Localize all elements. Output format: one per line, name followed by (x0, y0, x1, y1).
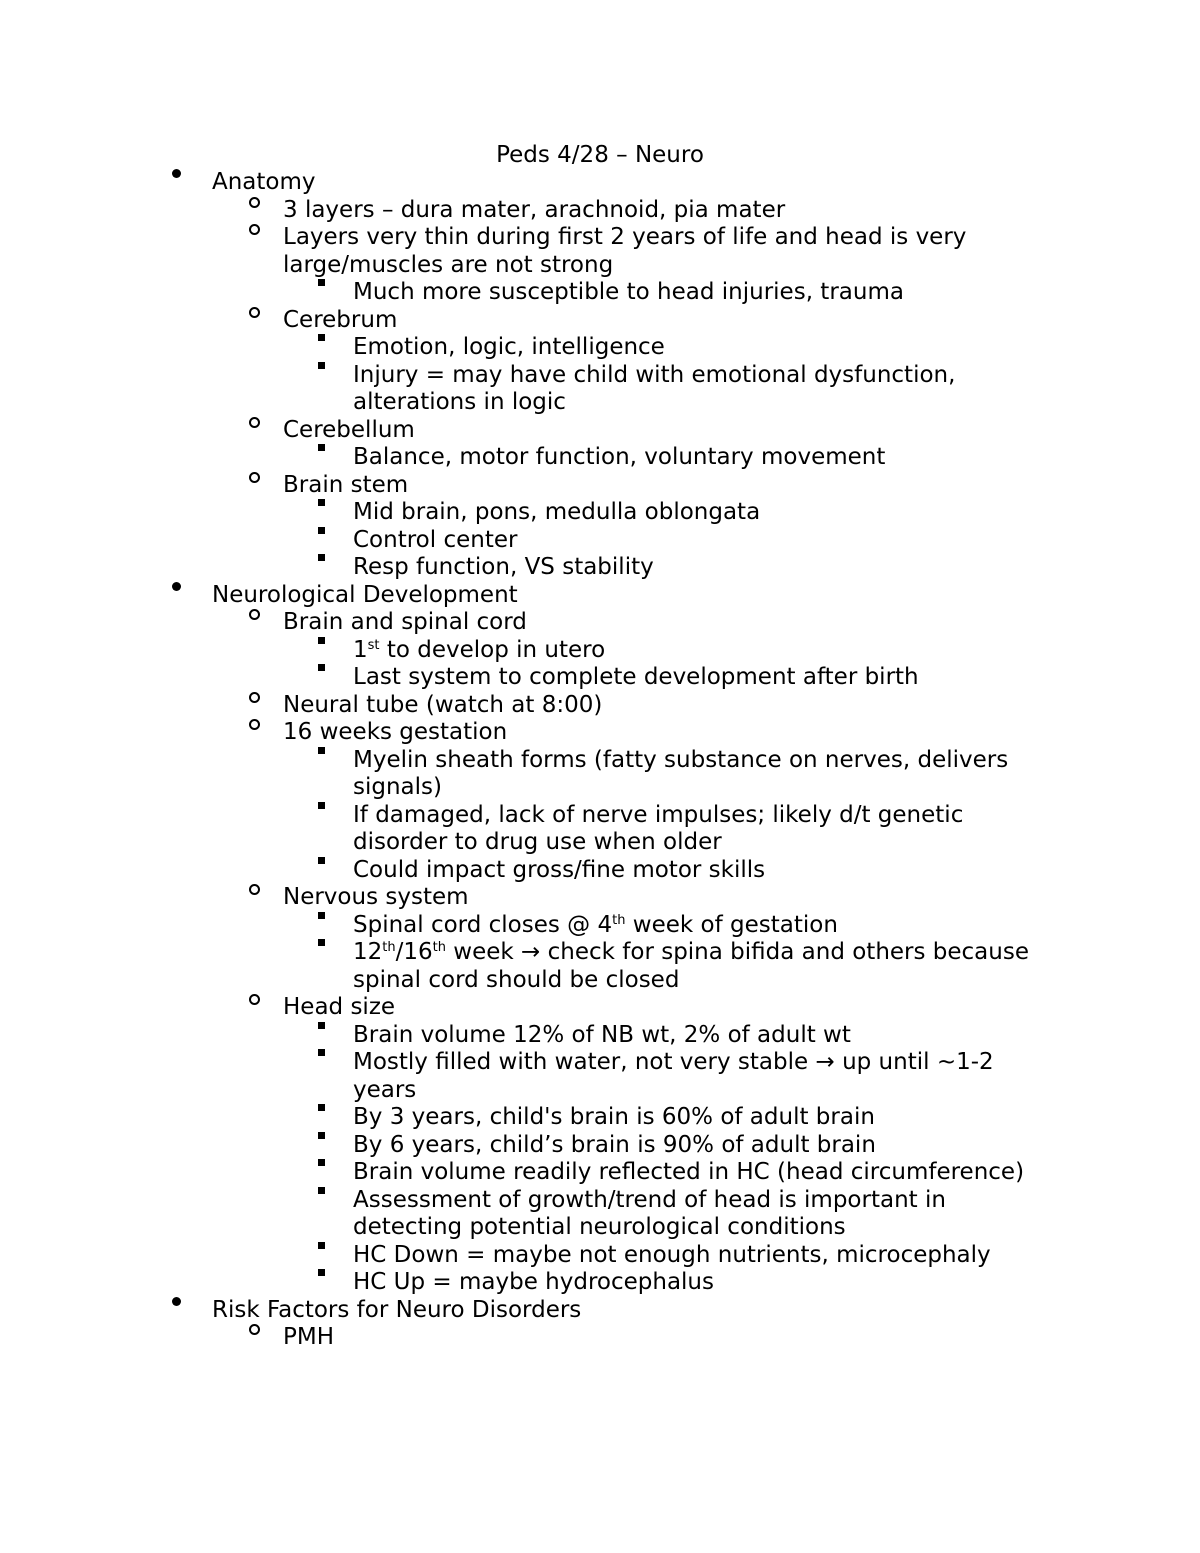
circle-bullet-icon (249, 884, 260, 895)
list-item-continuation: detecting potential neurological conditions (353, 1214, 846, 1240)
square-bullet-icon (318, 802, 325, 809)
square-bullet-icon (318, 1104, 325, 1111)
list-item: Risk Factors for Neuro Disorders (0, 1297, 1200, 1325)
list-item-continuation: disorder to drug use when older (353, 829, 722, 855)
list-item: Assessment of growth/trend of head is important in (0, 1187, 1200, 1215)
list-item: Brain and spinal cord (0, 609, 1200, 637)
square-bullet-icon (318, 362, 325, 369)
list-item-continuation: spinal cord should be closed (353, 966, 680, 993)
list-item: Last system to complete development after birth (0, 664, 1200, 692)
list-item: Nervous system (0, 884, 1200, 912)
list-item: Could impact gross/fine motor skills (0, 857, 1200, 885)
square-bullet-icon (318, 1022, 325, 1029)
square-bullet-icon (318, 527, 325, 534)
list-item: Control center (0, 527, 1200, 555)
list-item: Balance, motor function, voluntary movement (0, 444, 1200, 472)
circle-bullet-icon (249, 692, 260, 703)
square-bullet-icon (318, 857, 325, 864)
list-item: Much more susceptible to head injuries, trauma (0, 279, 1200, 307)
list-item: If damaged, lack of nerve impulses; likely d/t genetic (0, 802, 1200, 830)
circle-bullet-icon (249, 197, 260, 208)
square-bullet-icon (318, 279, 325, 286)
list-item-continuation: large/muscles are not strong (283, 251, 614, 278)
list-item: HC Down = maybe not enough nutrients, microcephaly (0, 1242, 1200, 1270)
circle-bullet-icon (249, 994, 260, 1005)
list-item: Myelin sheath forms (fatty substance on nerves, delivers (0, 747, 1200, 775)
square-bullet-icon (318, 1242, 325, 1249)
circle-bullet-icon (249, 719, 260, 730)
list-item: Cerebrum (0, 307, 1200, 335)
list-item: Neural tube (watch at 8:00) (0, 692, 1200, 720)
square-bullet-icon (318, 499, 325, 506)
circle-bullet-icon (249, 307, 260, 318)
list-item: HC Up = maybe hydrocephalus (0, 1269, 1200, 1297)
page-title: Peds 4/28 – Neuro (496, 142, 704, 168)
bullet-icon (172, 169, 181, 178)
list-item: 3 layers – dura mater, arachnoid, pia mater (0, 197, 1200, 225)
list-item: 16 weeks gestation (0, 719, 1200, 747)
list-item: Brain volume readily reflected in HC (head circumference) (0, 1159, 1200, 1187)
circle-bullet-icon (249, 609, 260, 620)
list-item-continuation: signals) (353, 774, 442, 800)
list-item: Cerebellum (0, 417, 1200, 445)
bullet-icon (172, 582, 181, 591)
list-item: By 3 years, child's brain is 60% of adult brain (0, 1104, 1200, 1132)
square-bullet-icon (318, 1132, 325, 1139)
square-bullet-icon (318, 1049, 325, 1056)
list-item: 12th/16th week → check for spina bifida and others because (0, 939, 1200, 967)
square-bullet-icon (318, 334, 325, 341)
list-item-continuation: alterations in logic (353, 389, 566, 415)
circle-bullet-icon (249, 472, 260, 483)
square-bullet-icon (318, 554, 325, 561)
list-item-continuation: years (353, 1076, 417, 1103)
square-bullet-icon (318, 1187, 325, 1194)
list-item: Emotion, logic, intelligence (0, 334, 1200, 362)
list-item: Mid brain, pons, medulla oblongata (0, 499, 1200, 527)
square-bullet-icon (318, 747, 325, 754)
list-item: Resp function, VS stability (0, 554, 1200, 582)
circle-bullet-icon (249, 224, 260, 235)
list-item: Layers very thin during first 2 years of life and head is very (0, 224, 1200, 252)
list-item: Neurological Development (0, 582, 1200, 610)
list-item: Injury = may have child with emotional dysfunction, (0, 362, 1200, 390)
list-item: 1st to develop in utero (0, 637, 1200, 665)
square-bullet-icon (318, 1269, 325, 1276)
list-item: PMH (0, 1324, 1200, 1352)
square-bullet-icon (318, 664, 325, 671)
list-item: Spinal cord closes @ 4th week of gestation (0, 912, 1200, 940)
square-bullet-icon (318, 939, 325, 946)
list-item: Brain volume 12% of NB wt, 2% of adult wt (0, 1022, 1200, 1050)
list-item: Head size (0, 994, 1200, 1022)
circle-bullet-icon (249, 1324, 260, 1335)
list-item: Mostly filled with water, not very stable → up until ~1-2 (0, 1049, 1200, 1077)
square-bullet-icon (318, 1159, 325, 1166)
bullet-icon (172, 1297, 181, 1306)
list-item: Anatomy (0, 169, 1200, 197)
list-item: Brain stem (0, 472, 1200, 500)
circle-bullet-icon (249, 417, 260, 428)
list-item: By 6 years, child’s brain is 90% of adult brain (0, 1132, 1200, 1160)
square-bullet-icon (318, 444, 325, 451)
square-bullet-icon (318, 912, 325, 919)
square-bullet-icon (318, 637, 325, 644)
outline (0, 169, 1200, 1352)
